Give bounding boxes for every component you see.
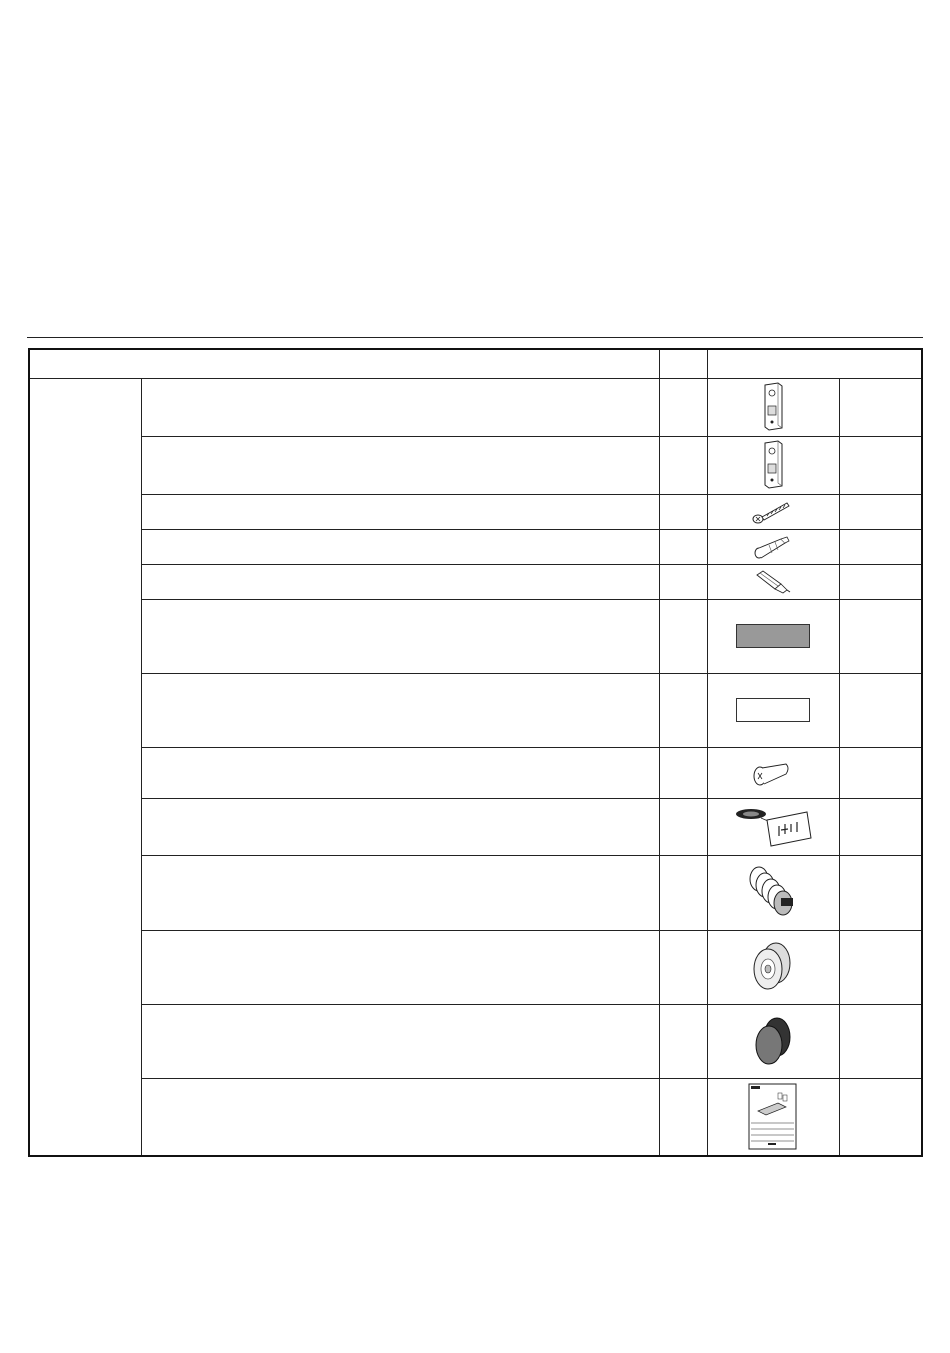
row-description — [142, 529, 660, 564]
row-part — [840, 747, 922, 798]
row-description — [142, 564, 660, 599]
row-illustration — [707, 564, 840, 599]
white-label-icon — [736, 698, 810, 722]
row-description — [142, 855, 660, 930]
table-row — [29, 599, 922, 673]
table-row — [29, 673, 922, 747]
row-illustration — [707, 747, 840, 798]
row-quantity — [660, 747, 707, 798]
row-illustration — [707, 436, 840, 494]
row-illustration — [707, 1078, 840, 1156]
row-description — [142, 599, 660, 673]
table-row — [29, 855, 922, 930]
table-row — [29, 564, 922, 599]
row-part — [840, 529, 922, 564]
row-illustration — [707, 529, 840, 564]
row-illustration — [707, 1004, 840, 1078]
screwdriver-bit-icon — [751, 568, 795, 596]
row-quantity — [660, 1004, 707, 1078]
row-description — [142, 1078, 660, 1156]
row-illustration — [707, 798, 840, 855]
header-illustration — [707, 349, 922, 378]
row-quantity — [660, 930, 707, 1004]
row-quantity — [660, 673, 707, 747]
row-quantity — [660, 1078, 707, 1156]
table-row — [29, 930, 922, 1004]
table-row — [29, 798, 922, 855]
row-description — [142, 378, 660, 436]
door-station-icon — [758, 440, 788, 490]
row-part — [840, 436, 922, 494]
row-quantity — [660, 599, 707, 673]
cable-gland-icon — [745, 865, 801, 921]
screw-icon — [751, 498, 795, 526]
row-quantity — [660, 798, 707, 855]
row-quantity — [660, 529, 707, 564]
table-header — [29, 349, 922, 378]
sticker-sheet-icon — [733, 804, 813, 850]
row-quantity — [660, 494, 707, 529]
row-description — [142, 494, 660, 529]
row-description — [142, 798, 660, 855]
row-part — [840, 930, 922, 1004]
door-station-icon — [758, 382, 788, 432]
row-part — [840, 378, 922, 436]
row-illustration — [707, 673, 840, 747]
row-illustration — [707, 599, 840, 673]
row-illustration — [707, 494, 840, 529]
row-illustration — [707, 930, 840, 1004]
rubber-plug-icon — [748, 1013, 798, 1069]
row-part — [840, 1078, 922, 1156]
table-row — [29, 529, 922, 564]
parts-table — [28, 348, 923, 1157]
grommet-icon — [748, 939, 798, 995]
row-part — [840, 798, 922, 855]
row-description — [142, 930, 660, 1004]
category-cell — [29, 378, 142, 1156]
wall-plug-icon — [751, 533, 795, 561]
row-quantity — [660, 855, 707, 930]
row-quantity — [660, 436, 707, 494]
row-part — [840, 564, 922, 599]
row-description — [142, 747, 660, 798]
table-row — [29, 494, 922, 529]
row-part — [840, 673, 922, 747]
row-description — [142, 673, 660, 747]
table-row — [29, 378, 922, 436]
row-illustration — [707, 378, 840, 436]
header-quantity — [660, 349, 707, 378]
row-part — [840, 494, 922, 529]
table-row — [29, 1004, 922, 1078]
row-description — [142, 436, 660, 494]
row-quantity — [660, 378, 707, 436]
row-illustration — [707, 855, 840, 930]
row-part — [840, 599, 922, 673]
row-description — [142, 1004, 660, 1078]
top-rule — [27, 337, 923, 338]
table-row — [29, 1078, 922, 1156]
manual-icon — [748, 1083, 798, 1151]
row-quantity — [660, 564, 707, 599]
short-screw-icon — [750, 756, 796, 790]
gray-label-icon — [736, 624, 810, 648]
table-row — [29, 436, 922, 494]
table-row — [29, 747, 922, 798]
header-description — [29, 349, 660, 378]
row-part — [840, 1004, 922, 1078]
row-part — [840, 855, 922, 930]
